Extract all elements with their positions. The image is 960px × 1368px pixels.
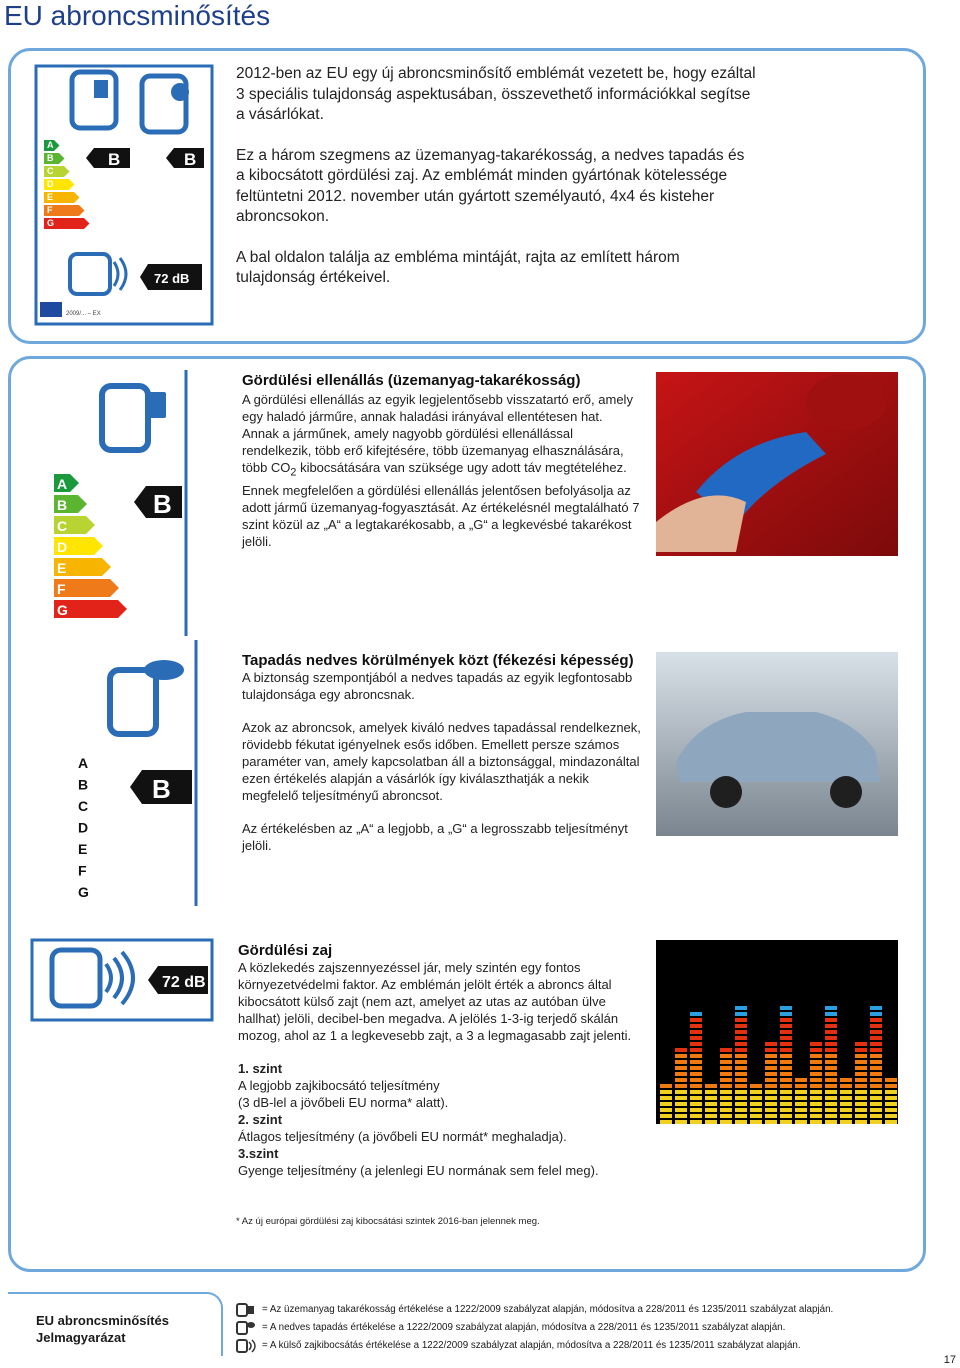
- equalizer-segment: [885, 1084, 897, 1088]
- equalizer-segment: [765, 1108, 777, 1112]
- equalizer-segment: [840, 1120, 852, 1124]
- wet-legend-icon: [236, 1321, 256, 1335]
- equalizer-segment: [720, 1078, 732, 1082]
- equalizer-segment: [690, 1120, 702, 1124]
- equalizer-segment: [765, 1120, 777, 1124]
- equalizer-segment: [825, 1012, 837, 1016]
- wet-section: [242, 652, 642, 870]
- equalizer-segment: [855, 1120, 867, 1124]
- equalizer-segment: [690, 1030, 702, 1034]
- equalizer-segment: [735, 1108, 747, 1112]
- equalizer-segment: [690, 1048, 702, 1052]
- rolling-body-b: kibocsátására van szüksége ugy adott táv megtételéhez. Ennek megfelelően a gördülési ellenállás jelentősen befolyásolja az adott jármű üzemanyag-fogyasztását. Az értékelésnél megtalálható 7 szint közül az „A“ a legtakarékosabb, a „G“ a legkevésbé takarékost jelöli.: [242, 460, 640, 549]
- equalizer-segment: [735, 1030, 747, 1034]
- equalizer-segment: [885, 1102, 897, 1106]
- equalizer-segment: [660, 1102, 672, 1106]
- equalizer-segment: [690, 1090, 702, 1094]
- noise-value: 72 dB: [162, 974, 206, 991]
- equalizer-segment: [810, 1060, 822, 1064]
- wet-grade-letter-a: A: [78, 755, 89, 771]
- equalizer-segment: [795, 1096, 807, 1100]
- intro-p2: Ez a három szegmens az üzemanyag-takarékosság, a nedves tapadás és a kibocsátott gördülési zaj. Az emblémát minden gyártónak kötelessége feltüntetni 2012. november után gyártott személyautó, 4x4 és kisteher abroncsokon.: [236, 146, 745, 225]
- equalizer-segment: [690, 1054, 702, 1058]
- equalizer-segment: [855, 1090, 867, 1094]
- grade-letter-g: G: [47, 218, 55, 228]
- noise-label: [30, 938, 214, 1022]
- equalizer-segment: [780, 1114, 792, 1118]
- equalizer-segment: [870, 1066, 882, 1070]
- equalizer-segment: [750, 1090, 762, 1094]
- equalizer-segment: [675, 1108, 687, 1112]
- grade-letter-d: D: [47, 179, 54, 189]
- equalizer-segment: [690, 1108, 702, 1112]
- equalizer-segment: [870, 1006, 882, 1010]
- equalizer-segment: [840, 1108, 852, 1112]
- equalizer-segment: [720, 1090, 732, 1094]
- equalizer-segment: [765, 1072, 777, 1076]
- equalizer-segment: [870, 1114, 882, 1118]
- equalizer-segment: [780, 1090, 792, 1094]
- equalizer-segment: [825, 1114, 837, 1118]
- equalizer-segment: [735, 1054, 747, 1058]
- equalizer-segment: [690, 1042, 702, 1046]
- equalizer-segment: [675, 1078, 687, 1082]
- wet-grade-letter-c: C: [78, 798, 89, 814]
- equalizer-segment: [735, 1096, 747, 1100]
- equalizer-segment: [690, 1114, 702, 1118]
- equalizer-segment: [690, 1102, 702, 1106]
- equalizer-segment: [675, 1066, 687, 1070]
- rolling-resistance-label: [50, 370, 190, 636]
- equalizer-segment: [735, 1060, 747, 1064]
- equalizer-segment: [780, 1024, 792, 1028]
- equalizer-segment: [855, 1072, 867, 1076]
- equalizer-segment: [735, 1072, 747, 1076]
- equalizer-segment: [825, 1006, 837, 1010]
- equalizer-segment: [870, 1054, 882, 1058]
- noise-tyre-icon: [52, 950, 100, 1006]
- wet-grade-letter-g: G: [78, 884, 89, 900]
- equalizer-segment: [840, 1084, 852, 1088]
- equalizer-segment: [705, 1102, 717, 1106]
- rolling-section: [242, 372, 642, 566]
- equalizer-segment: [735, 1078, 747, 1082]
- rain-cloud-icon: [144, 660, 184, 680]
- equalizer-segment: [795, 1102, 807, 1106]
- equalizer-segment: [735, 1048, 747, 1052]
- equalizer-segment: [690, 1072, 702, 1076]
- equalizer-segment: [720, 1060, 732, 1064]
- wet-grade-letter-e: E: [78, 841, 88, 857]
- equalizer-segment: [825, 1072, 837, 1076]
- equalizer-segment: [660, 1120, 672, 1124]
- equalizer-segment: [825, 1078, 837, 1082]
- wet-p2: Azok az abroncsok, amelyek kiváló nedves tapadással rendelkeznek, rövidebb fékutat igényelnek esős időben. Emellett persze számos paraméter van, amely kapcsolatban áll a biztonsággal, mindazonáltal ezen értékelés alapján a vásárlók így kiválaszthatják a nekik megfelelő teljesítményű abroncsot.: [242, 720, 641, 803]
- equalizer-segment: [855, 1102, 867, 1106]
- equalizer-segment: [825, 1018, 837, 1022]
- grade-letter-f: F: [57, 581, 66, 597]
- equalizer-segment: [855, 1060, 867, 1064]
- equalizer-segment: [765, 1102, 777, 1106]
- equalizer-segment: [870, 1084, 882, 1088]
- equalizer-segment: [735, 1012, 747, 1016]
- equalizer-segment: [765, 1042, 777, 1046]
- legend-title-1: EU abroncsminősítés: [36, 1313, 169, 1328]
- footnote: * Az új európai gördülési zaj kibocsátási szintek 2016-ban jelennek meg.: [236, 1216, 540, 1227]
- level-3-a: Gyenge teljesítmény (a jelenlegi EU normának sem felel meg).: [238, 1163, 599, 1178]
- grade-letter-e: E: [47, 192, 54, 202]
- equalizer-segment: [870, 1024, 882, 1028]
- equalizer-segment: [870, 1048, 882, 1052]
- wet-p1: A biztonság szempontjából a nedves tapadás az egyik legfontosabb tulajdonsága egy abroncsnak.: [242, 670, 633, 702]
- equalizer-segment: [810, 1090, 822, 1094]
- equalizer-segment: [870, 1120, 882, 1124]
- small-noise-value: 72 dB: [154, 271, 190, 286]
- legend-row-fuel: [236, 1303, 833, 1317]
- equalizer-segment: [720, 1102, 732, 1106]
- intro-p1: 2012-ben az EU egy új abroncsminősítő emblémát vezetett be, hogy ezáltal 3 speciális tulajdonság aspektusában, összevethető információkkal segítse a vásárlókat.: [236, 65, 756, 123]
- equalizer-segment: [735, 1102, 747, 1106]
- grade-letter-a: A: [47, 140, 54, 150]
- equalizer-segment: [840, 1096, 852, 1100]
- noise-p1: A közlekedés zajszennyezéssel jár, mely szintén egy fontos környezetvédelmi faktor. Az emblémán jelölt érték a abroncs által kibocsátott külső zajt (nem azt, amelyet az utas az autóban ülve hallhat) jelöli, decibel-ben megadva. A jelölés 1-3-ig terjedő skálán mozog, ahol az 1 a legkevesebb zajt, a 3 a legmagasabb zajt jelenti.: [238, 960, 632, 1043]
- equalizer-segment: [855, 1108, 867, 1112]
- rolling-grade: B: [153, 489, 172, 519]
- equalizer-segment: [810, 1042, 822, 1046]
- equalizer-segment: [885, 1096, 897, 1100]
- equalizer-segment: [840, 1114, 852, 1118]
- equalizer-segment: [870, 1036, 882, 1040]
- equalizer-segment: [780, 1012, 792, 1016]
- equalizer-segment: [780, 1018, 792, 1022]
- equalizer-segment: [750, 1102, 762, 1106]
- equalizer-segment: [675, 1084, 687, 1088]
- noise-section: [238, 942, 648, 1179]
- equalizer-segment: [825, 1084, 837, 1088]
- equalizer-segment: [765, 1090, 777, 1094]
- equalizer-segment: [735, 1006, 747, 1010]
- wet-grade: B: [152, 774, 171, 804]
- eu-flag-icon: [40, 302, 62, 317]
- equalizer-segment: [735, 1042, 747, 1046]
- equalizer-segment: [825, 1042, 837, 1046]
- equalizer-segment: [870, 1072, 882, 1076]
- equalizer-segment: [720, 1072, 732, 1076]
- equalizer-segment: [855, 1084, 867, 1088]
- equalizer-segment: [750, 1120, 762, 1124]
- equalizer-segment: [735, 1018, 747, 1022]
- equalizer-segment: [720, 1114, 732, 1118]
- equalizer-segment: [810, 1072, 822, 1076]
- equalizer-segment: [885, 1090, 897, 1094]
- equalizer-segment: [720, 1120, 732, 1124]
- legend-text-noise: = A külső zajkibocsátás értékelése a 1222/2009 szabályzat alapján, módosítva a 228/2011 és 1235/2011 szabályzat alapján.: [262, 1340, 801, 1351]
- level-2-title: 2. szint: [238, 1112, 283, 1127]
- equalizer-segment: [705, 1114, 717, 1118]
- equalizer-segment: [750, 1108, 762, 1112]
- equalizer-segment: [675, 1060, 687, 1064]
- level-1-b: (3 dB-lel a jövőbeli EU norma* alatt).: [238, 1095, 449, 1110]
- equalizer-segment: [810, 1114, 822, 1118]
- sound-waves-icon: [106, 952, 133, 1004]
- equalizer-segment: [765, 1054, 777, 1058]
- equalizer-segment: [750, 1084, 762, 1088]
- equalizer-segment: [735, 1090, 747, 1094]
- wet-grade-letter-d: D: [78, 819, 89, 836]
- intro-text: [236, 64, 756, 309]
- equalizer-segment: [765, 1060, 777, 1064]
- equalizer-segment: [810, 1078, 822, 1082]
- equalizer-segment: [780, 1060, 792, 1064]
- equalizer-segment: [795, 1120, 807, 1124]
- noise-heading: Gördülési zaj: [238, 942, 333, 959]
- equalizer-segment: [780, 1072, 792, 1076]
- equalizer-segment: [795, 1078, 807, 1082]
- equalizer-segment: [660, 1090, 672, 1094]
- level-3-title: 3.szint: [238, 1146, 279, 1161]
- equalizer-segment: [870, 1018, 882, 1022]
- equalizer-photo: [656, 940, 898, 1124]
- equalizer-segment: [825, 1030, 837, 1034]
- equalizer-segment: [795, 1114, 807, 1118]
- equalizer-segment: [810, 1102, 822, 1106]
- equalizer-segment: [810, 1120, 822, 1124]
- wet-heading: Tapadás nedves körülmények közt (fékezési képesség): [242, 652, 634, 669]
- grade-letter-f: F: [47, 205, 53, 215]
- equalizer-segment: [825, 1108, 837, 1112]
- equalizer-segment: [720, 1048, 732, 1052]
- legend-text-fuel: = Az üzemanyag takarékosság értékelése a 1222/2009 szabályzat alapján, módosítva a 228/2011 és 1235/2011 szabályzat alapján.: [262, 1304, 834, 1315]
- equalizer-segment: [780, 1048, 792, 1052]
- equalizer-segment: [825, 1096, 837, 1100]
- equalizer-segment: [780, 1108, 792, 1112]
- equalizer-segment: [810, 1084, 822, 1088]
- equalizer-segment: [675, 1102, 687, 1106]
- equalizer-segment: [705, 1084, 717, 1088]
- equalizer-segment: [660, 1108, 672, 1112]
- equalizer-segment: [660, 1084, 672, 1088]
- equalizer-segment: [675, 1096, 687, 1100]
- noise-legend-icon: [236, 1339, 256, 1353]
- equalizer-segment: [870, 1096, 882, 1100]
- intro-p3: A bal oldalon találja az embléma mintáját, rajta az említett három tulajdonság értékeivel.: [236, 248, 680, 286]
- equalizer-segment: [825, 1066, 837, 1070]
- rolling-body-a: A gördülési ellenállás az egyik legjelentősebb visszatartó erő, amely egy haladó járműre, annak haladási irányával ellentétesen hat. Annak a járműnek, amely nagyobb gördülési ellenállással rendelkezik, több erő kifejtésére, több üzemanyag elhasználására, több CO: [242, 392, 633, 475]
- equalizer-segment: [825, 1120, 837, 1124]
- equalizer-segment: [780, 1042, 792, 1046]
- equalizer-segment: [765, 1096, 777, 1100]
- equalizer-segment: [750, 1096, 762, 1100]
- equalizer-segment: [690, 1066, 702, 1070]
- equalizer-segment: [690, 1060, 702, 1064]
- fuel-pump-icon: [148, 392, 166, 418]
- equalizer-segment: [870, 1060, 882, 1064]
- equalizer-segment: [780, 1084, 792, 1088]
- equalizer-segment: [765, 1048, 777, 1052]
- equalizer-segment: [675, 1090, 687, 1094]
- equalizer-segment: [840, 1078, 852, 1082]
- equalizer-segment: [690, 1036, 702, 1040]
- equalizer-segment: [735, 1036, 747, 1040]
- page-title: EU abroncsminősítés: [4, 0, 271, 31]
- equalizer-segment: [870, 1078, 882, 1082]
- equalizer-segment: [705, 1120, 717, 1124]
- equalizer-segment: [765, 1066, 777, 1070]
- equalizer-segment: [735, 1084, 747, 1088]
- wet-grade-letter-b: B: [78, 776, 89, 793]
- equalizer-segment: [825, 1060, 837, 1064]
- equalizer-segment: [720, 1054, 732, 1058]
- equalizer-segment: [885, 1108, 897, 1112]
- equalizer-segment: [825, 1048, 837, 1052]
- equalizer-segment: [660, 1114, 672, 1118]
- equalizer-segment: [780, 1102, 792, 1106]
- eu-tyre-label: [32, 62, 216, 328]
- equalizer-segment: [885, 1114, 897, 1118]
- equalizer-segment: [885, 1078, 897, 1082]
- equalizer-segment: [705, 1090, 717, 1094]
- equalizer-segment: [735, 1120, 747, 1124]
- equalizer-segment: [855, 1096, 867, 1100]
- equalizer-segment: [870, 1102, 882, 1106]
- wet-p3: Az értékelésben az „A“ a legjobb, a „G“ a legrosszabb teljesítményt jelöli.: [242, 821, 628, 853]
- equalizer-segment: [810, 1066, 822, 1070]
- equalizer-segment: [855, 1048, 867, 1052]
- equalizer-segment: [690, 1012, 702, 1016]
- equalizer-segment: [855, 1078, 867, 1082]
- equalizer-segment: [690, 1024, 702, 1028]
- grade-letter-a: A: [57, 476, 68, 492]
- equalizer-segment: [795, 1090, 807, 1094]
- equalizer-segment: [705, 1096, 717, 1100]
- equalizer-segment: [720, 1096, 732, 1100]
- equalizer-segment: [870, 1030, 882, 1034]
- equalizer-segment: [825, 1036, 837, 1040]
- equalizer-segment: [780, 1030, 792, 1034]
- small-fuel-grade: B: [108, 150, 121, 169]
- equalizer-segment: [795, 1108, 807, 1112]
- equalizer-segment: [690, 1084, 702, 1088]
- equalizer-segment: [750, 1114, 762, 1118]
- equalizer-segment: [660, 1096, 672, 1100]
- equalizer-segment: [675, 1048, 687, 1052]
- equalizer-segment: [810, 1108, 822, 1112]
- equalizer-segment: [735, 1024, 747, 1028]
- equalizer-segment: [780, 1054, 792, 1058]
- equalizer-segment: [855, 1054, 867, 1058]
- equalizer-segment: [690, 1018, 702, 1022]
- equalizer-segment: [825, 1054, 837, 1058]
- wet-grade-letter-f: F: [78, 862, 87, 879]
- wet-car-photo: [656, 652, 898, 836]
- grade-letter-b: B: [57, 497, 68, 513]
- equalizer-segment: [885, 1120, 897, 1124]
- equalizer-segment: [810, 1096, 822, 1100]
- equalizer-segment: [690, 1096, 702, 1100]
- equalizer-segment: [735, 1066, 747, 1070]
- equalizer-segment: [870, 1090, 882, 1094]
- equalizer-segment: [690, 1078, 702, 1082]
- legend-title-2: Jelmagyarázat: [36, 1330, 126, 1345]
- legend-row-wet: [236, 1321, 785, 1335]
- equalizer-segment: [765, 1084, 777, 1088]
- equalizer-segment: [780, 1036, 792, 1040]
- level-1-title: 1. szint: [238, 1061, 283, 1076]
- equalizer-segment: [705, 1108, 717, 1112]
- equalizer-segment: [780, 1006, 792, 1010]
- equalizer-segment: [780, 1096, 792, 1100]
- level-2-a: Átlagos teljesítmény (a jövőbeli EU normát* meghaladja).: [238, 1129, 567, 1144]
- equalizer-segment: [720, 1084, 732, 1088]
- grade-letter-d: D: [57, 539, 68, 555]
- label-regulation: 2009/... – EX: [66, 311, 101, 317]
- equalizer-segment: [810, 1054, 822, 1058]
- legend-title: [36, 1312, 169, 1346]
- equalizer-segment: [675, 1054, 687, 1058]
- fuel-nozzle-photo: [656, 372, 898, 556]
- equalizer-segment: [870, 1042, 882, 1046]
- grade-letter-c: C: [57, 518, 68, 534]
- equalizer-segment: [675, 1114, 687, 1118]
- level-1-a: A legjobb zajkibocsátó teljesítmény: [238, 1078, 440, 1093]
- equalizer-segment: [855, 1066, 867, 1070]
- grade-letter-g: G: [57, 602, 68, 618]
- equalizer-segment: [720, 1108, 732, 1112]
- equalizer-segment: [780, 1078, 792, 1082]
- equalizer-segment: [675, 1120, 687, 1124]
- wet-tyre-icon: [110, 670, 156, 734]
- co2-subscript: 2: [290, 466, 297, 479]
- equalizer-segment: [675, 1072, 687, 1076]
- equalizer-segment: [720, 1066, 732, 1070]
- tyre-icon: [102, 386, 148, 450]
- equalizer-segment: [735, 1114, 747, 1118]
- equalizer-segment: [840, 1102, 852, 1106]
- wet-grip-label: [72, 640, 202, 906]
- equalizer-segment: [825, 1024, 837, 1028]
- equalizer-segment: [780, 1120, 792, 1124]
- grade-letter-c: C: [47, 166, 54, 176]
- equalizer-segment: [855, 1042, 867, 1046]
- equalizer-segment: [870, 1012, 882, 1016]
- equalizer-segment: [825, 1090, 837, 1094]
- equalizer-segment: [795, 1084, 807, 1088]
- equalizer-segment: [810, 1048, 822, 1052]
- equalizer-segment: [765, 1114, 777, 1118]
- legend-text-wet: = A nedves tapadás értékelése a 1222/2009 szabályzat alapján, módosítva a 228/2011 és 1235/2011 szabályzat alapján.: [262, 1322, 786, 1333]
- equalizer-segment: [870, 1108, 882, 1112]
- page-number: 17: [943, 1354, 956, 1366]
- equalizer-segment: [780, 1066, 792, 1070]
- small-wet-grade: B: [184, 150, 197, 169]
- grade-letter-b: B: [47, 153, 54, 163]
- equalizer-segment: [765, 1078, 777, 1082]
- fuel-legend-icon: [236, 1303, 256, 1317]
- legend-row-noise: [236, 1339, 801, 1353]
- equalizer-segment: [840, 1090, 852, 1094]
- rolling-heading: Gördülési ellenállás (üzemanyag-takarékosság): [242, 372, 581, 389]
- grade-letter-e: E: [57, 560, 67, 576]
- equalizer-segment: [855, 1114, 867, 1118]
- equalizer-segment: [825, 1102, 837, 1106]
